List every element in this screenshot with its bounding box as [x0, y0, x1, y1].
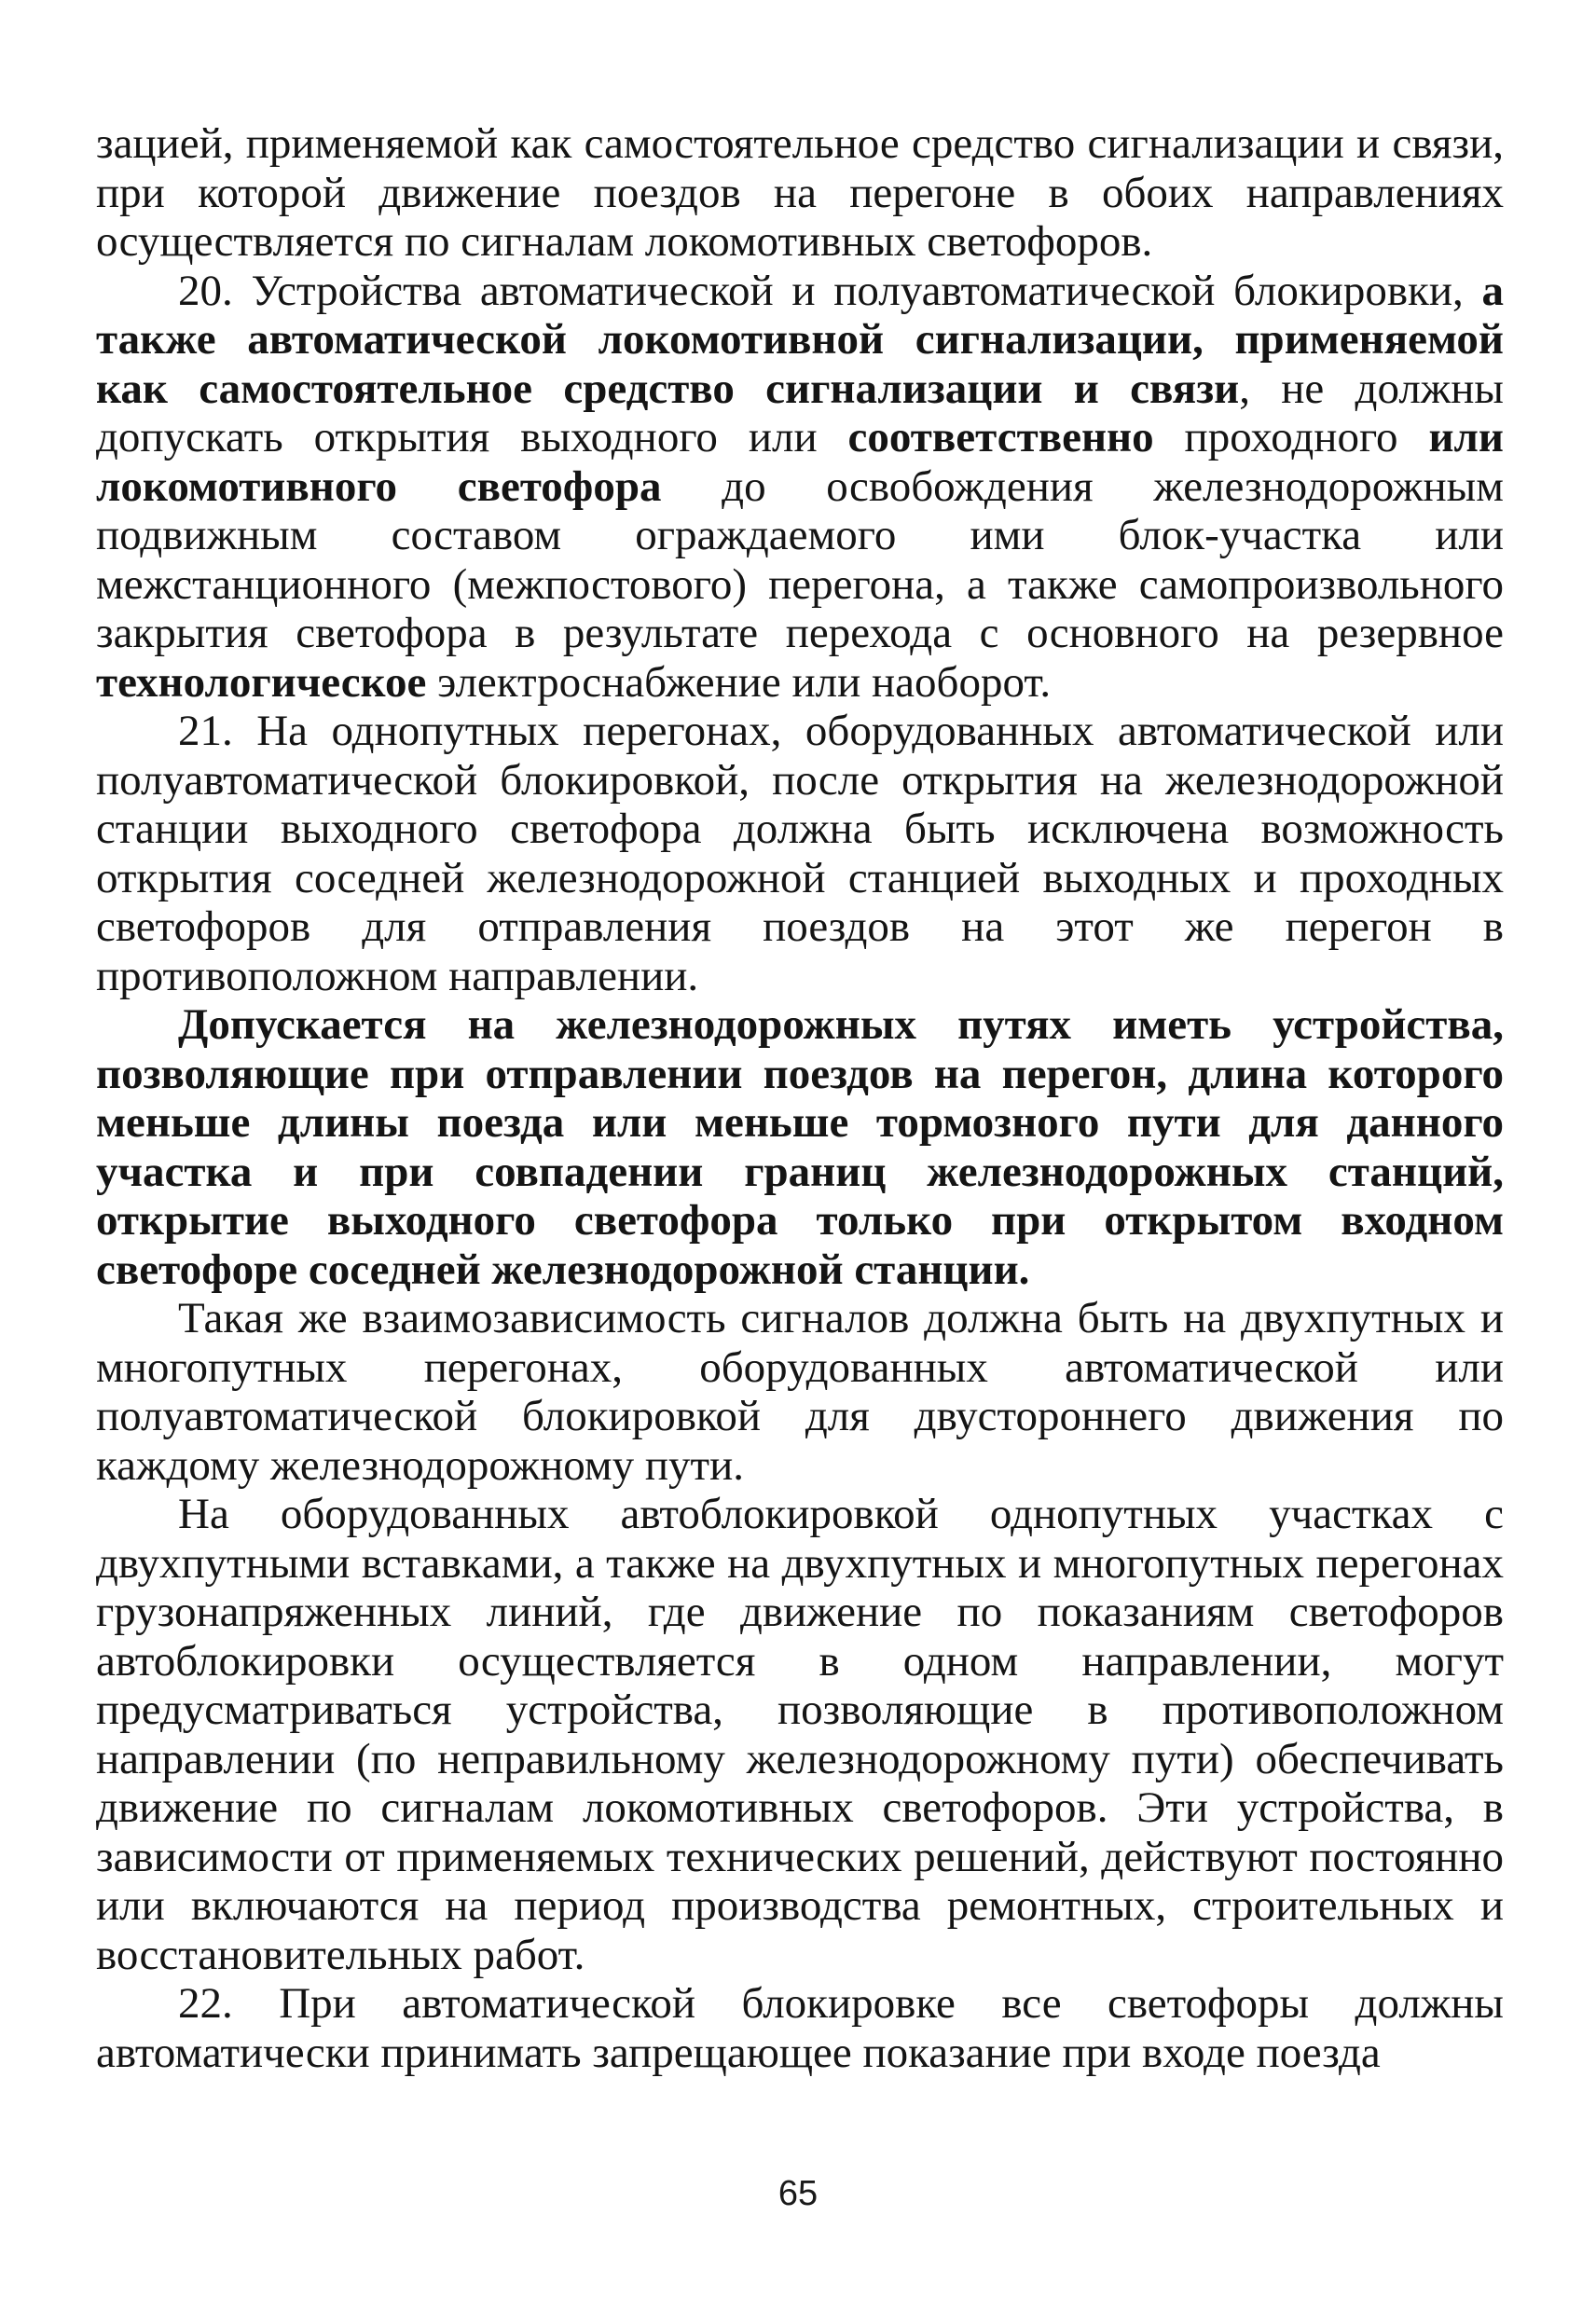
page-number: 65 [777, 2174, 819, 2213]
paragraph [96, 119, 1504, 267]
text-segment: зацией, применяемой как самостоятельное средство сигнализации и связи, при которой движение поездов на перегоне в обоих направлениях осуществляется по сигналам локомотивных светофоров. [96, 119, 1504, 266]
text-segment: проходного [1153, 413, 1429, 461]
paragraph [96, 267, 1504, 708]
bold-text-segment: Допускается на железнодорожных путях иметь устройства, позволяющие при отправлении поездов на перегон, длина которого меньше длины поезда или меньше тормозного пути для данного участка и при совпадении границ железнодорожных станций, открытие выходного светофора только при открытом входном светофоре соседней железнодорожной станции. [96, 1000, 1504, 1294]
document-body [96, 119, 1504, 2077]
paragraph [96, 1294, 1504, 1490]
bold-text-segment: а также автоматической локомотивной сигнализации, применяемой как самостоятельное средство сигнализации и связи [96, 266, 1504, 413]
text-segment: На оборудованных автоблокировкой однопутных участках с двухпутными вставками, а также на двухпутных и многопутных перегонах грузонапряженных линий, где движение по показаниям светофоров автоблокировки осуществляется в одном направлении, могут предусматриваться устройства, позволяющие в противоположном направлении (по неправильному железнодорожному пути) обеспечивать движение по сигналам локомотивных светофоров. Эти устройства, в зависимости от применяемых технических решений, действуют постоянно или включаются на период производства ремонтных, строительных и восстановительных работ. [96, 1490, 1504, 1979]
paragraph [96, 707, 1504, 1000]
text-segment: до освобождения железнодорожным подвижным составом ограждаемого ими блок-участка или межстанционного (межпостового) перегона, а также самопроизвольного закрытия светофора в результате перехода с основного на резервное [96, 461, 1504, 657]
bold-text-segment: соответственно [847, 413, 1154, 461]
text-segment: 21. На однопутных перегонах, оборудованных автоматической или полуавтоматической блокировкой, после открытия на железнодорожной станции выходного светофора должна быть исключена возможность открытия соседней железнодорожной станцией выходных и проходных светофоров для отправления поездов на этот же перегон в противоположном направлении. [96, 707, 1504, 1000]
bold-text-segment: или локомотивного светофора [96, 413, 1504, 511]
paragraph [96, 1000, 1504, 1294]
bold-text-segment: технологическое [96, 657, 427, 707]
paragraph [96, 1490, 1504, 1979]
paragraph [96, 1979, 1504, 2077]
text-segment: 22. При автоматической блокировке все светофоры должны автоматически принимать запрещающее показание при входе поезда [96, 1979, 1504, 2077]
text-segment: , не должны допускать открытия выходного или [96, 364, 1505, 461]
text-segment: Такая же взаимозависимость сигналов должна быть на двухпутных и многопутных перегонах, оборудованных автоматической или полуавтоматической блокировкой для двустороннего движения по каждому железнодорожному пути. [96, 1294, 1504, 1490]
text-segment: 20. Устройства автоматической и полуавтоматической блокировки, [178, 266, 1482, 315]
text-segment: электроснабжение или наоборот. [426, 657, 1052, 707]
